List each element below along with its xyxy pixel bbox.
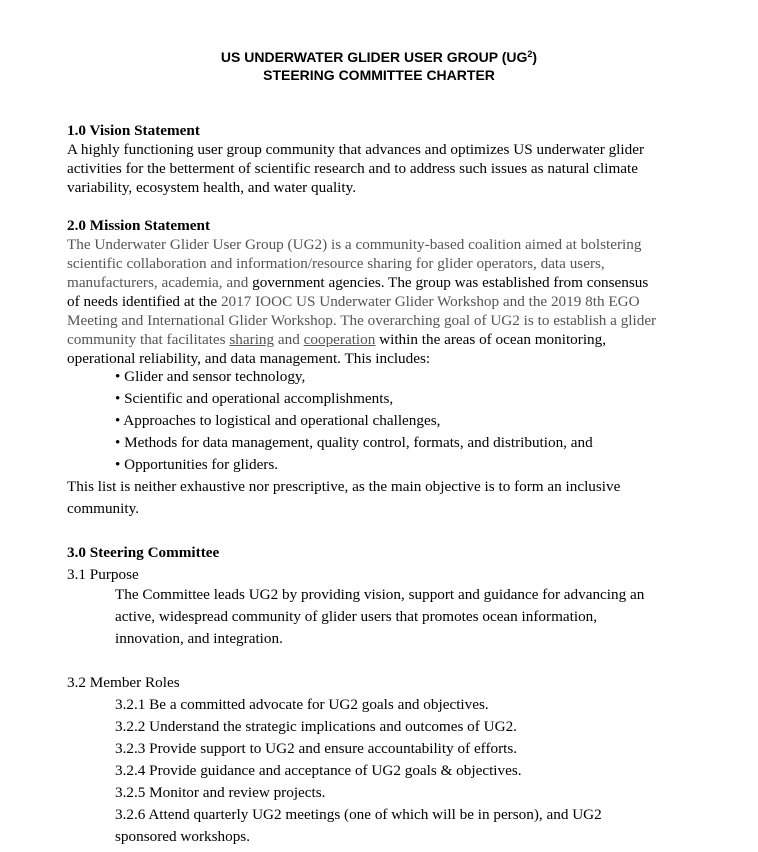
bullet-item: • Glider and sensor technology,: [115, 368, 306, 385]
underlined-cooperation: cooperation: [303, 331, 376, 348]
vision-text: activities for the betterment of scientific research and to address such issues as natural climate: [67, 160, 639, 177]
mission-heading: 2.0 Mission Statement: [67, 217, 211, 234]
mission-section: [67, 216, 707, 368]
list-note: This list is neither exhaustive nor prescriptive, as the main objective is to form an inclusive: [67, 478, 621, 495]
bullet-item: • Approaches to logistical and operational challenges,: [115, 412, 441, 429]
mission-text: community that facilitates: [67, 331, 230, 348]
purpose-text: innovation, and integration.: [115, 630, 283, 647]
mission-text: within the areas of ocean monitoring,: [375, 331, 607, 348]
role-item: 3.2.5 Monitor and review projects.: [115, 784, 326, 801]
mission-text: of needs identified at the: [67, 293, 221, 310]
mission-text: 2017 IOOC US Underwater Glider Workshop and the 2019 8th EGO: [220, 293, 640, 310]
role-item: 3.2.3 Provide support to UG2 and ensure accountability of efforts.: [115, 740, 518, 757]
mission-text: scientific collaboration and information/resource sharing for glider operators, data users,: [67, 255, 605, 272]
role-item: 3.2.1 Be a committed advocate for UG2 goals and objectives.: [115, 696, 489, 713]
role-item: sponsored workshops.: [115, 828, 250, 845]
document-title: US UNDERWATER GLIDER USER GROUP $(UG^2)$: [220, 49, 538, 65]
vision-text: variability, ecosystem health, and water quality.: [67, 179, 357, 196]
mission-text: manufacturers, academia, and: [67, 274, 253, 291]
document-subtitle: STEERING COMMITTEE CHARTER: [263, 67, 495, 83]
bullet-item: • Scientific and operational accomplishments,: [115, 390, 394, 407]
bullet-item: • Opportunities for gliders.: [115, 456, 279, 473]
role-item: 3.2.2 Understand the strategic implications and outcomes of UG2.: [115, 718, 517, 735]
purpose-heading: 3.1 Purpose: [67, 566, 139, 583]
mission-text: government agencies. The group was established from consensus: [252, 274, 649, 291]
bullet-item: • Methods for data management, quality control, formats, and distribution, and: [115, 434, 593, 451]
mission-text: Meeting and International Glider Workshop. The overarching goal of UG2 is to establish a glider: [67, 312, 657, 329]
mission-text: The Underwater Glider User Group (UG2) is a community-based coalition aimed at bolstering: [67, 236, 642, 253]
role-item: 3.2.6 Attend quarterly UG2 meetings (one of which will be in person), and UG2: [115, 806, 602, 823]
steering-heading: 3.0 Steering Committee: [67, 544, 220, 561]
mission-text: and: [274, 331, 304, 348]
mission-text: operational reliability, and data management. This includes:: [67, 350, 431, 367]
vision-text: A highly functioning user group community that advances and optimizes US underwater glider: [67, 141, 644, 158]
underlined-sharing: sharing: [229, 331, 275, 348]
role-item: 3.2.4 Provide guidance and acceptance of UG2 goals & objectives.: [115, 762, 522, 779]
vision-heading: 1.0 Vision Statement: [67, 122, 200, 139]
roles-heading: 3.2 Member Roles: [67, 674, 180, 691]
list-note: community.: [67, 500, 139, 517]
purpose-text: The Committee leads UG2 by providing vision, support and guidance for advancing an: [115, 586, 645, 603]
vision-section: [67, 121, 707, 197]
purpose-text: active, widespread community of glider users that promotes ocean information,: [115, 608, 598, 625]
